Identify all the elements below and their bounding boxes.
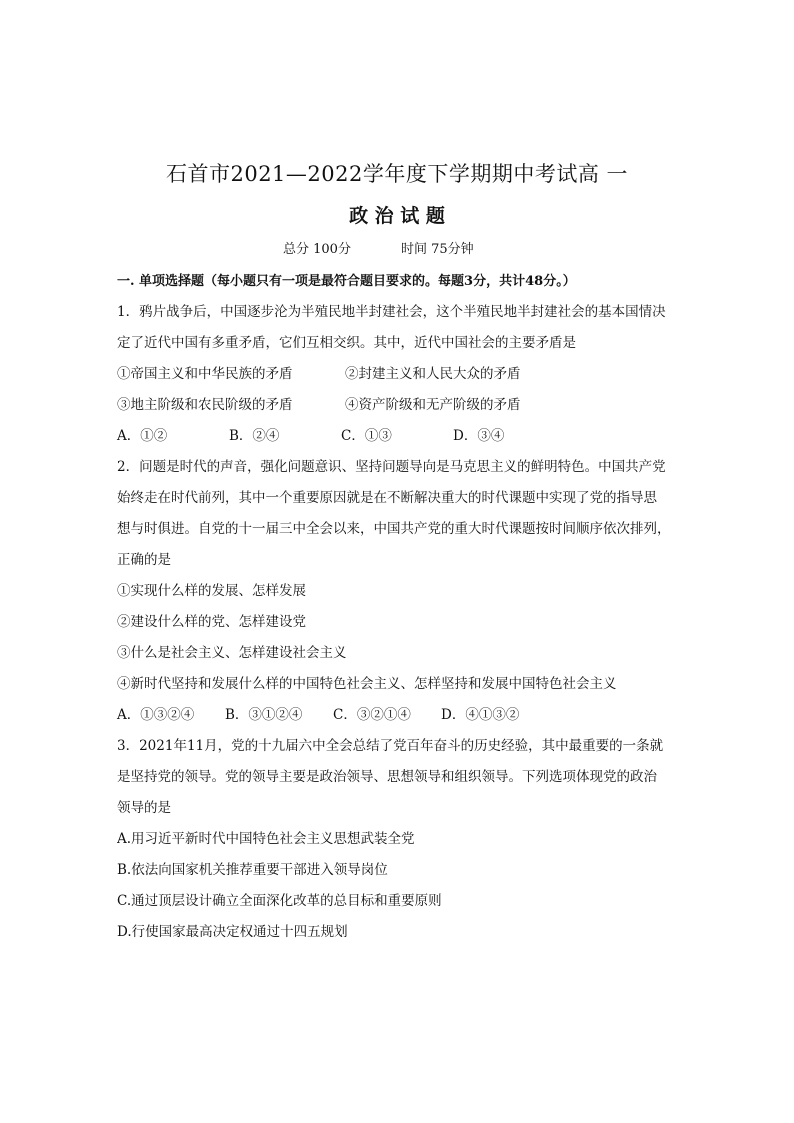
q2-item: ①实现什么样的发展、怎样发展 [117, 583, 306, 599]
q2-option-d: D．④①③② [441, 707, 520, 723]
q1-option-b: B．②④ [229, 428, 280, 444]
q1-option-a: A．①② [117, 428, 168, 444]
total-score: 总分 100分 [283, 242, 351, 257]
q1-option-c: C．①③ [341, 428, 392, 444]
exam-title: 石首市2021—2022学年度下学期期中考试高 一 [165, 162, 629, 186]
q2-stem-line: 2．问题是时代的声音，强化问题意识、坚持问题导向是马克思主义的鲜明特色。中国共产党 [117, 459, 666, 475]
exam-meta [283, 241, 474, 259]
q3-option-d: D.行使国家最高决定权通过十四五规划 [117, 924, 348, 940]
q2-item: ②建设什么样的党、怎样建设党 [117, 614, 306, 630]
question-1 [117, 297, 687, 452]
question-3 [117, 731, 687, 948]
subject-title: 政 治 试 题 [349, 205, 445, 227]
q1-item: ④资产阶级和无产阶级的矛盾 [345, 397, 521, 413]
q2-option-c: C．③②①④ [333, 707, 411, 723]
q1-item: ③地主阶级和农民阶级的矛盾 [117, 397, 293, 413]
q3-stem-line: 3．2021年11月，党的十九届六中全会总结了党百年奋斗的历史经验，其中最重要的一条就 [117, 738, 664, 754]
q2-item: ③什么是社会主义、怎样建设社会主义 [117, 645, 347, 661]
q2-item: ④新时代坚持和发展什么样的中国特色社会主义、怎样坚持和发展中国特色社会主义 [117, 676, 617, 692]
q1-item-row [117, 359, 687, 390]
q1-stem-line: 1．鸦片战争后，中国逐步沦为半殖民地半封建社会，这个半殖民地半封建社会的基本国情决 [117, 304, 666, 320]
q1-option-d: D．③④ [453, 428, 505, 444]
q3-option-a: A.用习近平新时代中国特色社会主义思想武装全党 [117, 831, 415, 847]
q1-item: ①帝国主义和中华民族的矛盾 [117, 366, 293, 382]
q3-stem-line: 是坚持党的领导。党的领导主要是政治领导、思想领导和组织领导。下列选项体现党的政治 [117, 769, 657, 785]
q2-option-b: B．③①②④ [225, 707, 303, 723]
q2-options-row [117, 700, 687, 731]
q1-item: ②封建主义和人民大众的矛盾 [345, 366, 521, 382]
q2-option-a: A．①③②④ [117, 707, 195, 723]
q3-stem-line: 领导的是 [117, 800, 171, 816]
q1-options-row [117, 421, 687, 452]
question-2 [117, 452, 687, 731]
q3-option-b: B.依法向国家机关推荐重要干部进入领导岗位 [117, 862, 388, 878]
q1-item-row [117, 390, 687, 421]
q2-stem-line: 始终走在时代前列，其中一个重要原因就是在不断解决重大的时代课题中实现了党的指导思 [117, 490, 657, 506]
q2-stem-line: 正确的是 [117, 552, 171, 568]
exam-time: 时间 75分钟 [400, 242, 474, 257]
q2-stem-line: 想与时俱进。自党的十一届三中全会以来，中国共产党的重大时代课题按时间顺序依次排列， [117, 521, 671, 537]
q1-stem-line: 定了近代中国有多重矛盾，它们互相交织。其中，近代中国社会的主要矛盾是 [117, 335, 576, 351]
section-heading: 一. 单项选择题（每小题只有一项是最符合题目要求的。每题3分，共计48分。） [117, 274, 576, 289]
q3-option-c: C.通过顶层设计确立全面深化改革的总目标和重要原则 [117, 893, 442, 909]
